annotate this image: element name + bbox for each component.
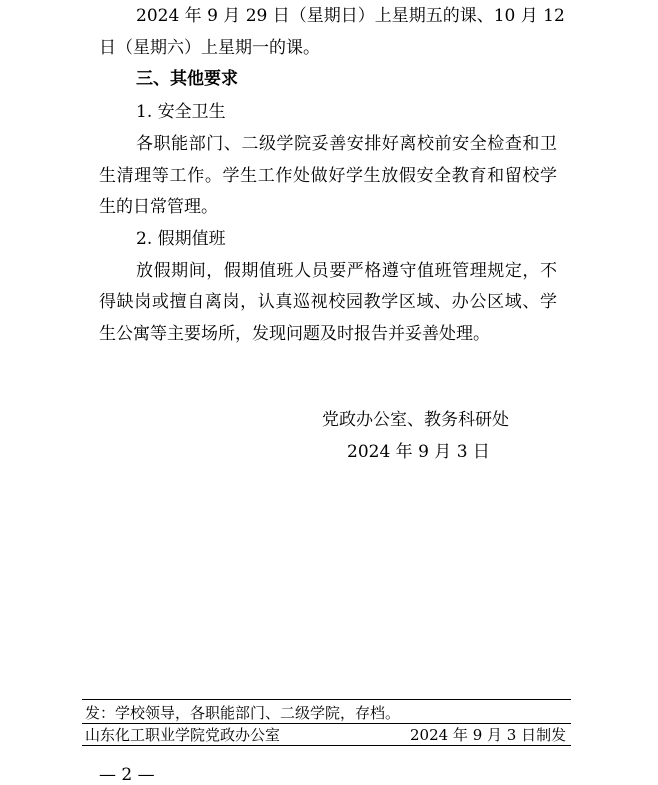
signature-date: 2024 年 9 月 3 日	[347, 442, 490, 462]
footer-distribution: 发：学校领导，各职能部门、二级学院，存档。	[85, 704, 401, 722]
footer-issued-date: 2024 年 9 月 3 日制发	[410, 726, 567, 744]
intro-line-1: 2024 年 9 月 29 日（星期日）上星期五的课、10 月 12	[136, 6, 565, 26]
footer-bottom-rule	[82, 745, 571, 746]
paragraph-safety-line-3: 生的日常管理。	[99, 197, 218, 217]
paragraph-safety-line-1: 各职能部门、二级学院妥善安排好离校前安全检查和卫	[136, 134, 557, 154]
footer-middle-rule	[82, 723, 571, 724]
footer-top-rule	[82, 699, 571, 700]
paragraph-duty-line-3: 生公寓等主要场所，发现问题及时报告并妥善处理。	[99, 324, 490, 344]
paragraph-duty-line-1: 放假期间，假期值班人员要严格遵守值班管理规定，不	[136, 261, 557, 281]
paragraph-duty-line-2: 得缺岗或擅自离岗，认真巡视校园教学区域、办公区域、学	[99, 292, 557, 312]
intro-line-2: 日（星期六）上星期一的课。	[99, 38, 320, 58]
item-title-safety-hygiene: 1. 安全卫生	[136, 102, 226, 122]
paragraph-safety-line-2: 生清理等工作。学生工作处做好学生放假安全教育和留校学	[99, 166, 557, 186]
signature-issuer: 党政办公室、教务科研处	[322, 410, 509, 430]
section-heading-other-requirements: 三、其他要求	[136, 69, 238, 89]
footer-office: 山东化工职业学院党政办公室	[85, 726, 281, 744]
page-number: — 2 —	[99, 765, 155, 785]
item-title-holiday-duty: 2. 假期值班	[136, 229, 226, 249]
